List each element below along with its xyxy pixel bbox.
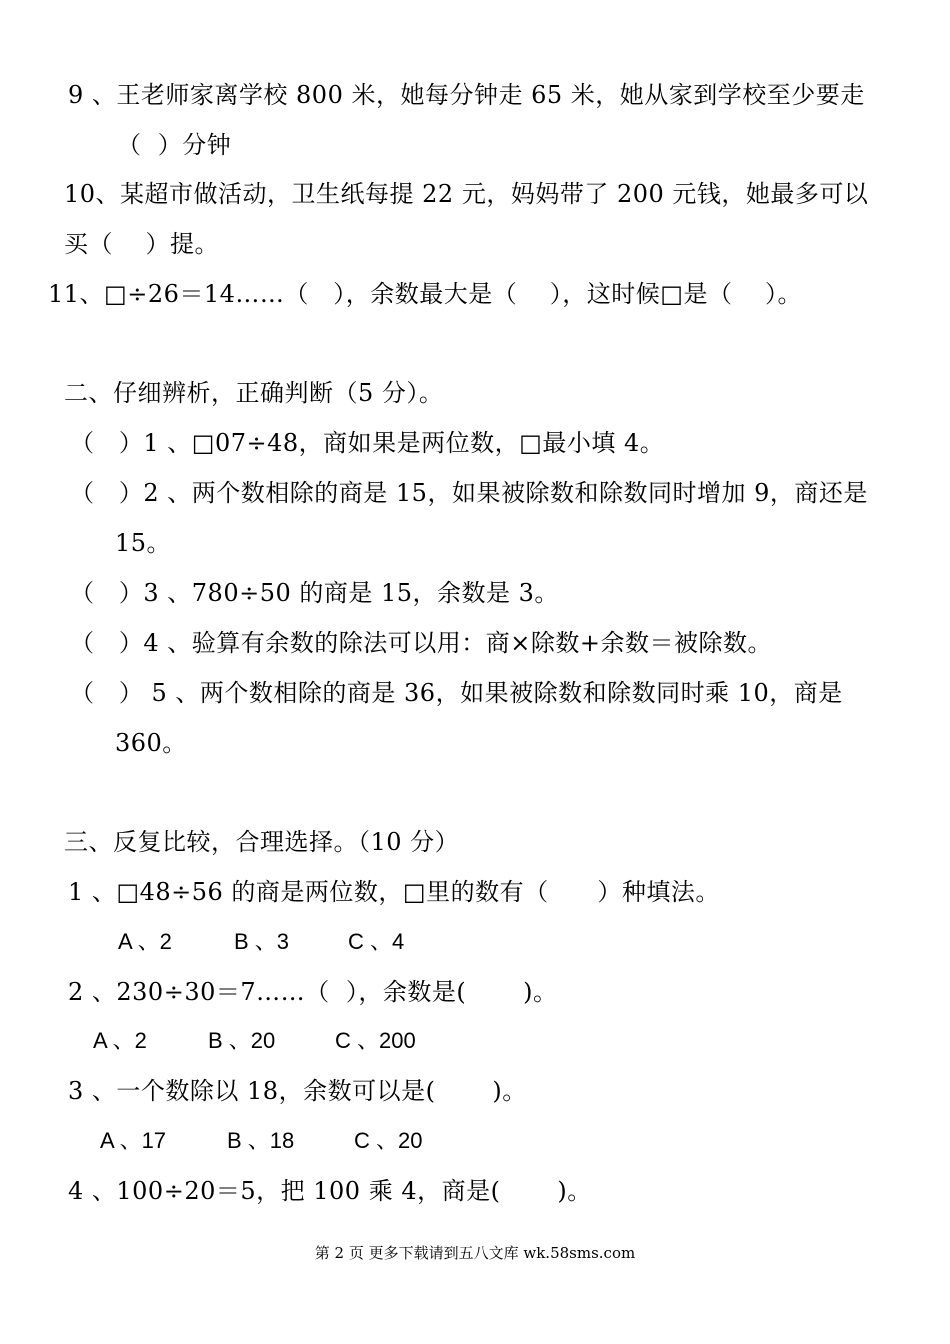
choice-question-1: 1 、□48÷56 的商是两位数，□里的数有（ ）种填法。: [68, 878, 720, 906]
choice-2-option-b: B 、20: [208, 1028, 276, 1053]
choice-1-option-a: A 、2: [118, 929, 172, 954]
question-11-line-1: 11、□÷26＝14……（ ），余数最大是（ ），这时候□是（ ）。: [48, 280, 802, 308]
question-10-line-1: 10、某超市做活动，卫生纸每提 22 元，妈妈带了 200 元钱，她最多可以: [64, 180, 869, 208]
judgment-item-5-line-2: 360。: [115, 729, 187, 757]
choice-2-option-a: A 、2: [93, 1028, 147, 1053]
choice-3-option-c: C 、20: [354, 1128, 423, 1153]
question-9-line-1: 9 、王老师家离学校 800 米，她每分钟走 65 米，她从家到学校至少要走: [68, 81, 865, 109]
judgment-item-2-line-1: （ ）2 、两个数相除的商是 15，如果被除数和除数同时增加 9，商还是: [70, 479, 868, 507]
choice-3-option-a: A 、17: [100, 1128, 167, 1153]
choice-2-option-c: C 、200: [335, 1028, 416, 1053]
choice-3-option-b: B 、18: [227, 1128, 295, 1153]
judgment-item-5-line-1: （ ） 5 、两个数相除的商是 36，如果被除数和除数同时乘 10，商是: [70, 679, 843, 707]
section-3-heading: 三、反复比较，合理选择。（10 分）: [64, 828, 460, 856]
choice-question-4: 4 、100÷20＝5，把 100 乘 4，商是( )。: [68, 1177, 592, 1205]
choice-1-option-c: C 、4: [348, 929, 405, 954]
judgment-item-4: （ ）4 、验算有余数的除法可以用：商×除数+余数＝被除数。: [70, 629, 773, 657]
choice-1-option-b: B 、3: [234, 929, 290, 954]
choice-question-3: 3 、一个数除以 18，余数可以是( )。: [68, 1077, 527, 1105]
question-10-line-2: 买（ ）提。: [64, 230, 220, 258]
section-2-heading: 二、仔细辨析，正确判断（5 分）。: [64, 379, 444, 407]
choice-question-2: 2 、230÷30＝7……（ ），余数是( )。: [68, 978, 558, 1006]
judgment-item-1: （ ）1 、□07÷48，商如果是两位数，□最小填 4。: [70, 429, 665, 457]
judgment-item-2-line-2: 15。: [115, 529, 172, 557]
question-9-line-2: （ ）分钟: [117, 131, 232, 159]
judgment-item-3: （ ）3 、780÷50 的商是 15，余数是 3。: [70, 579, 559, 607]
page-footer: 第 2 页 更多下载请到五八文库 wk.58sms.com: [314, 1244, 636, 1262]
